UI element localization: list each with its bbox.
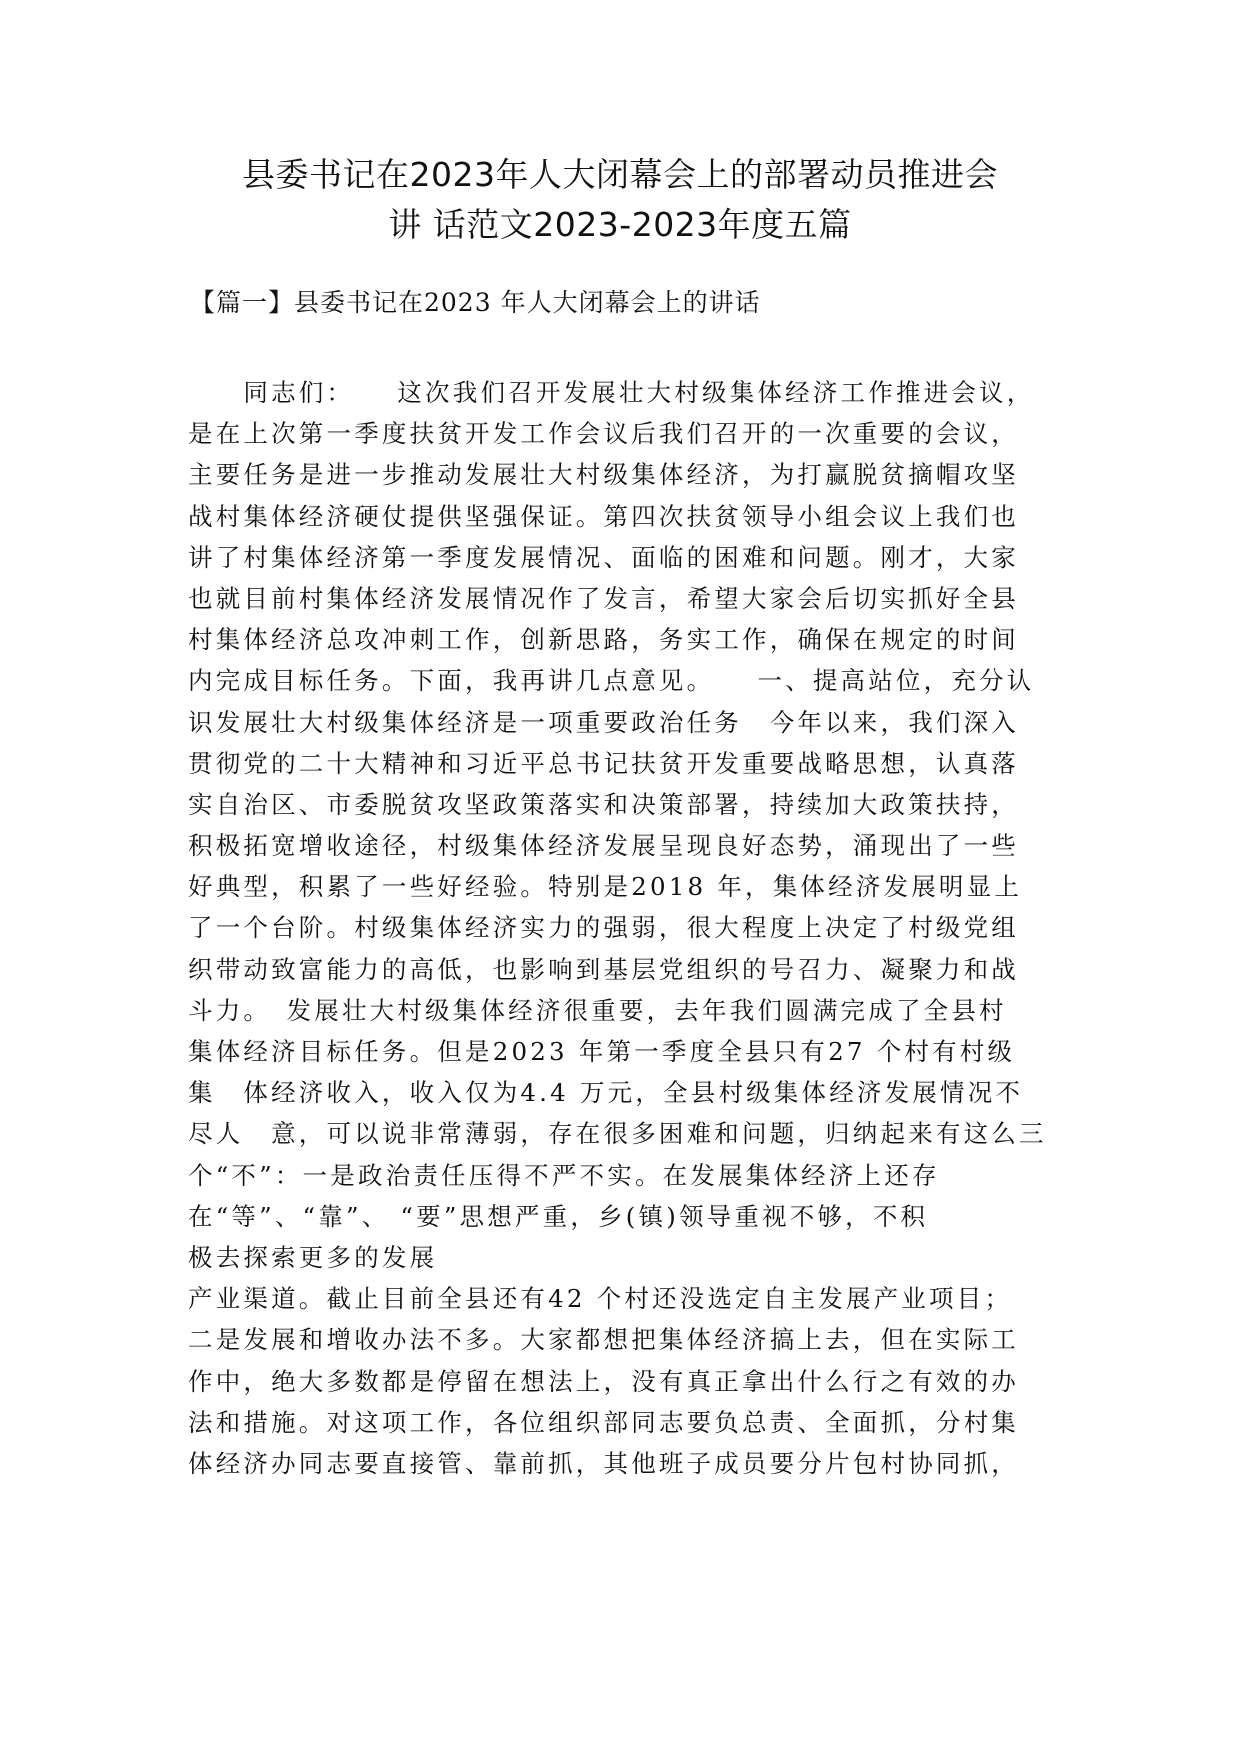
- body-line: 内完成目标任务。下面，我再讲几点意见。 一、提高站位，充分认: [188, 666, 1035, 696]
- body-line: 尽人 意，可以说非常薄弱，存在很多困难和问题，归纳起来有这么三: [188, 1119, 1047, 1149]
- body-line: 也就目前村集体经济发展情况作了发言，希望大家会后切实抓好全县: [188, 583, 1019, 613]
- body-line: 产业渠道。截止目前全县还有42 个村还没选定自主发展产业项目；: [188, 1284, 1013, 1314]
- body-line: 战村集体经济硬仗提供坚强保证。第四次扶贫领导小组会议上我们也: [188, 501, 1019, 531]
- body-line: 法和措施。对这项工作，各位组织部同志要负总责、全面抓，分村集: [188, 1407, 1019, 1437]
- body-line: 是在上次第一季度扶贫开发工作会议后我们召开的一次重要的会议，: [188, 419, 1019, 449]
- body-line: 体经济办同志要直接管、靠前抓，其他班子成员要分片包村协同抓，: [188, 1448, 1019, 1478]
- body-line: 识发展壮大村级集体经济是一项重要政治任务 今年以来，我们深入: [188, 707, 1019, 737]
- document-title: [190, 150, 1050, 250]
- body-line: 了一个台阶。村级集体经济实力的强弱，很大程度上决定了村级党组: [188, 913, 1019, 943]
- body-line: 贯彻党的二十大精神和习近平总书记扶贫开发重要战略思想，认真落: [188, 748, 1019, 778]
- body-line: 主要任务是进一步推动发展壮大村级集体经济，为打赢脱贫摘帽攻坚: [188, 460, 1019, 490]
- body-line: 集体经济目标任务。但是2023 年第一季度全县只有27 个村有村级: [188, 1037, 1016, 1066]
- body-line: 在“等”、“靠”、 “要”思想严重，乡(镇)领导重视不够，不积: [188, 1201, 929, 1231]
- body-line: 集 体经济收入，收入仅为4.4 万元，全县村级集体经济发展情况不: [188, 1078, 1024, 1108]
- body-text: [188, 372, 1068, 1484]
- body-line: 作中，绝大多数都是停留在想法上，没有真正拿出什么行之有效的办: [188, 1366, 1019, 1396]
- body-line: 织带动致富能力的高低，也影响到基层党组织的号召力、凝聚力和战: [188, 954, 1019, 984]
- body-line: 好典型，积累了一些好经验。特别是2018 年，集体经济发展明显上: [188, 872, 1023, 902]
- body-line: 极去探索更多的发展: [188, 1242, 438, 1272]
- body-line: 同志们： 这次我们召开发展壮大村级集体经济工作推进会议，: [188, 378, 1035, 407]
- body-line: 村集体经济总攻冲刺工作，创新思路，务实工作，确保在规定的时间: [188, 625, 1019, 655]
- title-line-1: 县委书记在2023年人大闭幕会上的部署动员推进会: [242, 155, 998, 194]
- body-line: 个“不”：一是政治责任压得不严不实。在发展集体经济上还存: [188, 1160, 940, 1190]
- title-line-2: 讲 话范文2023-2023年度五篇: [388, 205, 852, 244]
- body-line: 讲了村集体经济第一季度发展情况、面临的困难和问题。刚才，大家: [188, 542, 1019, 572]
- body-line: 实自治区、市委脱贫攻坚政策落实和决策部署，持续加大政策扶持，: [188, 789, 1019, 819]
- body-line: 积极拓宽增收途径，村级集体经济发展呈现良好态势，涌现出了一些: [188, 831, 1019, 861]
- section-heading: 【篇一】县委书记在2023 年人大闭幕会上的讲话: [190, 288, 761, 317]
- body-line: 二是发展和增收办法不多。大家都想把集体经济搞上去，但在实际工: [188, 1325, 1019, 1355]
- body-line: 斗力。 发展壮大村级集体经济很重要，去年我们圆满完成了全县村: [188, 995, 1007, 1025]
